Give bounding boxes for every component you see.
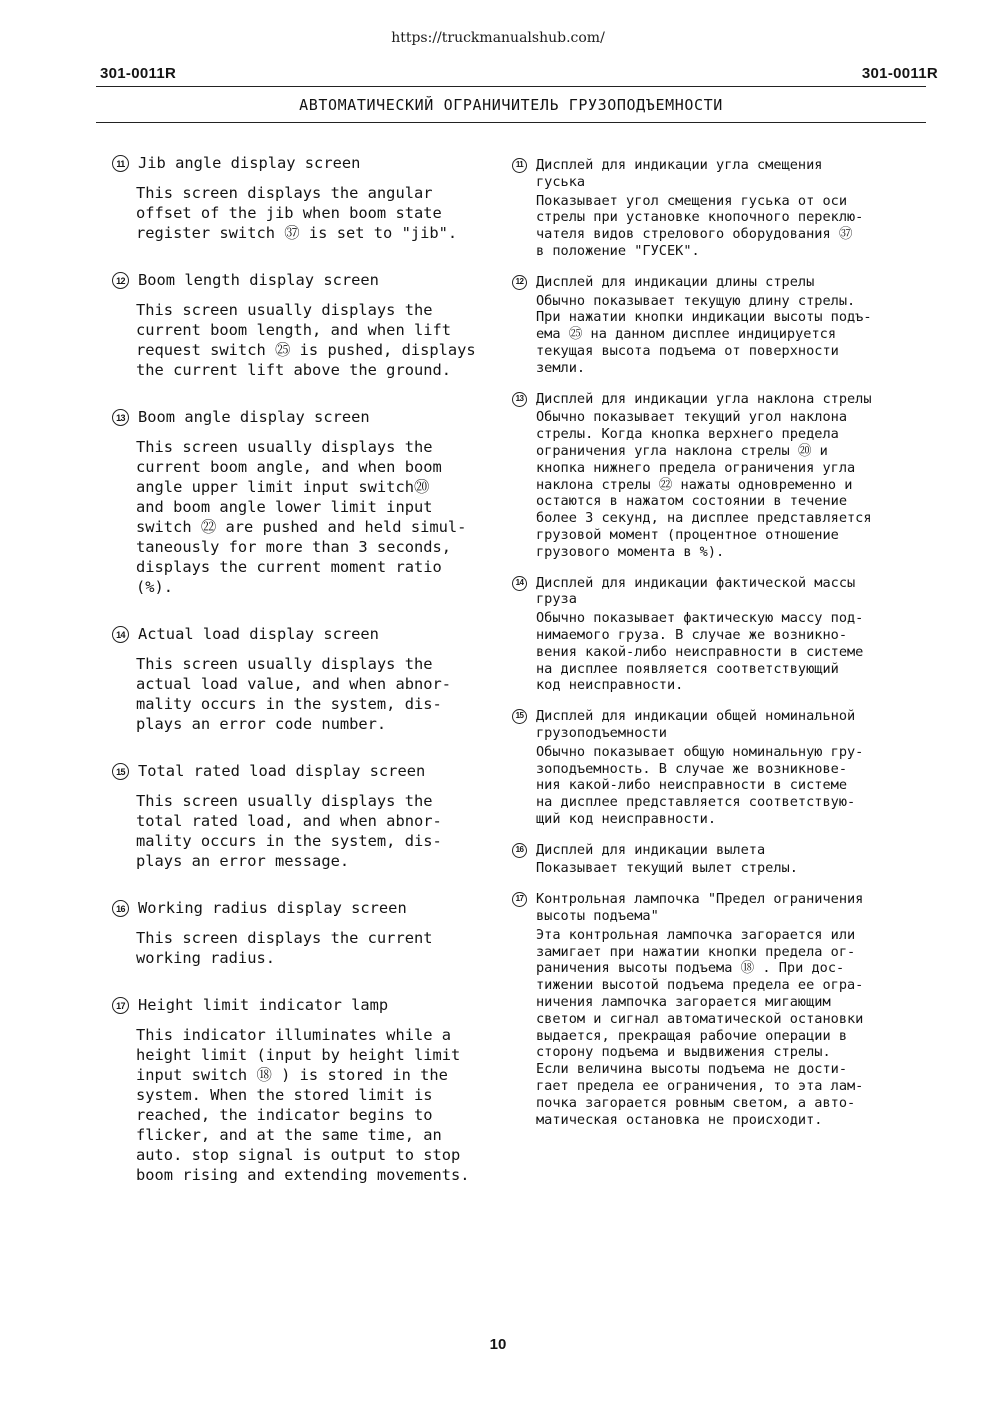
item-heading: Jib angle display screen	[138, 154, 361, 172]
item-heading: Дисплей для индикации общей номинальной грузоподъемности	[536, 708, 856, 741]
item-heading: Boom angle display screen	[138, 408, 370, 426]
item-body: This screen displays the angular offset of the jib when boom state register switch ㊲ is set to "jib".	[136, 184, 458, 242]
ru-item-16	[512, 842, 932, 878]
ru-item-15	[512, 708, 932, 828]
item-body: Показывает угол смещения гуська от оси стрелы при установке кнопочного переклю- чателя видов стрелового оборудования ㊲ в положение "ГУСЕК".	[536, 192, 864, 259]
item-body: Обычно показывает фактическую массу под- нимаемого груза. В случае же возникно- вения какой-либо неисправности в системе на дисплее появляется соответствующий код неисправности.	[536, 610, 864, 694]
item-number-badge: 15	[112, 763, 129, 780]
item-heading: Дисплей для индикации вылета	[536, 841, 766, 858]
item-body: Обычно показывает текущий угол наклона стрелы. Когда кнопка верхнего предела ограничения угла наклона стрелы ⑳ и кнопка нижнего предела ограничения угла наклона стрелы ㉒ нажаты одновременно и остаются в нажатом состоянии в течение более 3 секунд, на дисплее представляется грузовой момент (процентное отношение грузового момента в %).	[536, 409, 872, 560]
item-number-badge: 15	[512, 709, 527, 724]
en-item-17	[112, 995, 502, 1185]
item-number-badge: 16	[512, 843, 527, 858]
item-body: Обычно показывает текущую длину стрелы. При нажатии кнопки индикации высоты подъ- ема ㉕ на данном дисплее индицируется текущая высота подъема от поверхности земли.	[536, 292, 872, 376]
item-number-badge: 14	[512, 576, 527, 591]
ru-item-12	[512, 274, 932, 377]
item-number-badge: 16	[112, 900, 129, 917]
ru-item-17	[512, 891, 932, 1128]
item-number-badge: 11	[112, 155, 129, 172]
ru-item-13	[512, 391, 932, 561]
english-column	[112, 153, 502, 1212]
item-body: Эта контрольная лампочка загорается или замигает при нажатии кнопки предела ог- раничения высоты подъема ⑱ . При дос- тижении высотой подъема предела ее огра- ничения лампочка загорается мигающим светом и сигнал автоматической остановки выдается, прекращая рабочие операции в сторону подъема и выдвижения стрелы. Если величина высоты подъема не дости- гает предела ее ограничения, то эта лам- почка загорается ровным светом, а авто- матическая остановка не происходит.	[536, 926, 864, 1128]
item-body: This screen usually displays the total rated load, and when abnor- mality occurs in the system, dis- plays an error message.	[136, 792, 442, 870]
en-item-13	[112, 407, 502, 597]
item-body: This screen usually displays the current boom angle, and when boom angle upper limit input switch⑳ and boom angle lower limit input switch ㉒ are pushed and held simul- taneously for more than 3 seconds, displays the current moment ratio (%).	[136, 438, 467, 596]
item-heading: Boom length display screen	[138, 271, 379, 289]
en-item-11	[112, 153, 502, 243]
doc-code-right: 301-0011R	[861, 65, 938, 82]
item-body: This indicator illuminates while a height limit (input by height limit input switch ⑱ ) is stored in the system. When the stored limit is reached, the indicator begins to flicker, and at the same time, an auto. stop signal is output to stop boom rising and extending movements.	[136, 1026, 470, 1184]
page-title: АВТОМАТИЧЕСКИЙ ОГРАНИЧИТЕЛЬ ГРУЗОПОДЪЕМНОСТИ	[299, 96, 723, 114]
en-item-15	[112, 761, 502, 871]
item-heading: Total rated load display screen	[138, 762, 426, 780]
item-body: This screen usually displays the actual load value, and when abnor- mality occurs in the system, dis- plays an error code number.	[136, 655, 452, 733]
item-number-badge: 13	[112, 409, 129, 426]
russian-column	[512, 157, 932, 1142]
en-item-14	[112, 624, 502, 734]
en-item-16	[112, 898, 502, 968]
doc-code-left: 301-0011R	[100, 65, 177, 82]
header-rule	[96, 86, 926, 87]
item-body: This screen displays the current working radius.	[136, 929, 433, 967]
item-heading: Дисплей для индикации фактической массы груза	[536, 574, 856, 608]
item-heading: Дисплей для индикации угла наклона стрелы	[536, 390, 872, 407]
source-url: https://truckmanualshub.com/	[391, 30, 605, 46]
item-heading: Height limit indicator lamp	[138, 996, 389, 1014]
item-body: Показывает текущий вылет стрелы.	[536, 860, 798, 877]
item-heading: Дисплей для индикации угла смещения гуська	[536, 157, 823, 190]
title-rule	[96, 122, 926, 123]
item-number-badge: 17	[112, 997, 129, 1014]
item-heading: Working radius display screen	[138, 899, 407, 917]
item-number-badge: 17	[512, 892, 527, 907]
ru-item-14	[512, 575, 932, 695]
item-heading: Контрольная лампочка "Предел ограничения высоты подъема"	[536, 891, 864, 925]
page-number: 10	[489, 1336, 507, 1353]
en-item-12	[112, 270, 502, 380]
ru-item-11	[512, 157, 932, 260]
item-number-badge: 12	[112, 272, 129, 289]
item-heading: Дисплей для индикации длины стрелы	[536, 273, 815, 290]
item-number-badge: 14	[112, 626, 129, 643]
item-body: This screen usually displays the current boom length, and when lift request switch ㉕ is pushed, displays the current lift above the ground.	[136, 301, 476, 379]
item-number-badge: 12	[512, 275, 527, 290]
item-number-badge: 13	[512, 392, 527, 407]
item-heading: Actual load display screen	[138, 625, 379, 643]
item-body: Обычно показывает общую номинальную гру- зоподъемность. В случае же возникнове- ния какой-либо неисправности в системе на дисплее представляется соответствую- щий код неисправности.	[536, 743, 864, 827]
item-number-badge: 11	[512, 158, 527, 173]
